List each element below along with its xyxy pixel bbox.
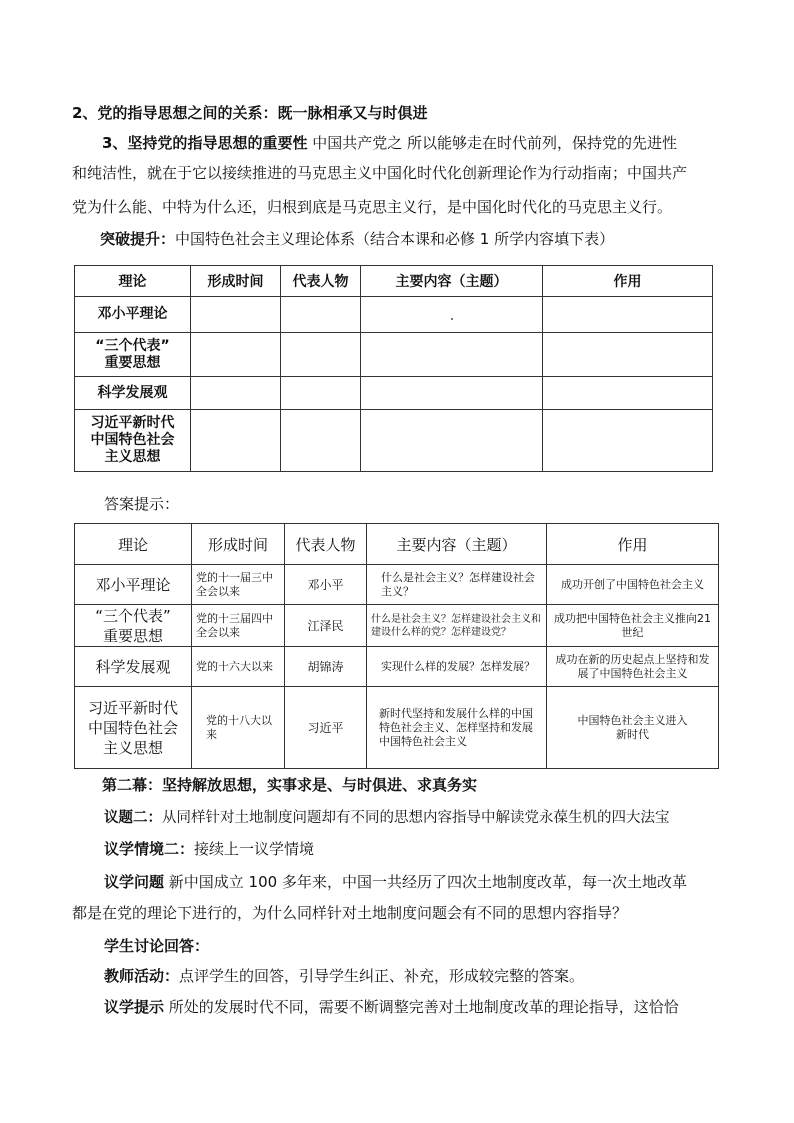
header-person: 代表人物 (285, 524, 367, 565)
point-2-text: 2、党的指导思想之间的关系：既一脉相承又与时俱进 (72, 104, 428, 122)
answer-time: 党的十八大以来 (192, 687, 285, 769)
table-row (75, 410, 713, 472)
answer-table (74, 523, 719, 769)
table-row (75, 333, 713, 377)
cell-empty[interactable] (191, 333, 281, 377)
cell-empty[interactable] (361, 377, 543, 410)
answer-time: 党的十三届四中全会以来 (192, 605, 285, 647)
table-row (75, 565, 719, 605)
theory-xi-thought: 习近平新时代 中国特色社会 主义思想 (75, 410, 191, 472)
table-header-row (75, 266, 713, 297)
theory-deng: 邓小平理论 (75, 297, 191, 333)
header-time: 形成时间 (191, 266, 281, 297)
question-line2: 都是在党的理论下进行的，为什么同样针对土地制度问题会有不同的思想内容指导？ (72, 904, 628, 922)
question (104, 872, 764, 892)
point-2 (72, 103, 732, 123)
cell-empty[interactable] (543, 297, 713, 333)
scene-two (104, 839, 764, 859)
theory-scientific-outlook: 科学发展观 (75, 377, 191, 410)
cell-empty[interactable] (361, 333, 543, 377)
point-3-line3: 党为什么能、中特为什么还，归根到底是马克思主义行，是中国化时代化的马克思主义行。 (72, 198, 673, 216)
scene-two-text: 接续上一议学情境 (194, 840, 315, 858)
act-two-heading: 第二幕：坚持解放思想，实事求是、与时俱进、求真务实 (102, 776, 478, 794)
cell-empty[interactable] (361, 410, 543, 472)
answer-role: 成功把中国特色社会主义推向21世纪 (547, 605, 719, 647)
answer-person: 胡锦涛 (285, 647, 367, 687)
answer-person: 邓小平 (285, 565, 367, 605)
header-time: 形成时间 (192, 524, 285, 565)
cell-empty[interactable] (361, 297, 543, 333)
discussion-hint-label: 议学提示 (104, 998, 165, 1016)
discussion-hint (104, 997, 764, 1017)
answer-time: 党的十一届三中全会以来 (192, 565, 285, 605)
fill-in-table (74, 265, 713, 472)
cell-empty[interactable] (191, 297, 281, 333)
theory-deng: 邓小平理论 (75, 565, 192, 605)
cell-empty[interactable] (543, 377, 713, 410)
topic-two (104, 808, 764, 828)
breakthrough-heading: 突破提升： (100, 230, 176, 248)
scene-two-label: 议学情境二： (104, 840, 195, 858)
question-text: 新中国成立 100 多年来，中国一共经历了四次土地制度改革，每一次土地改革 (164, 873, 687, 891)
cell-empty[interactable] (281, 377, 361, 410)
cell-empty[interactable] (281, 297, 361, 333)
answer-content: 实现什么样的发展？怎样发展？ (367, 647, 547, 687)
header-role: 作用 (547, 524, 719, 565)
table-row (75, 647, 719, 687)
table-row (75, 605, 719, 647)
table-row (75, 297, 713, 333)
cell-empty[interactable] (543, 410, 713, 472)
teacher-activity-label: 教师活动： (104, 967, 180, 985)
header-theory: 理论 (75, 266, 191, 297)
header-content: 主要内容（主题） (361, 266, 543, 297)
breakthrough-text: 中国特色社会主义理论体系（结合本课和必修 1 所学内容填下表） (175, 230, 615, 248)
point-3 (102, 133, 762, 153)
question-label: 议学问题 (104, 873, 165, 891)
header-role: 作用 (543, 266, 713, 297)
topic-two-label: 议题二： (104, 810, 162, 826)
point-3-text: 中国共产党之 所以能够走在时代前列，保持党的先进性 (307, 134, 677, 152)
theory-three-represents: “三个代表” 重要思想 (75, 605, 192, 647)
cell-empty[interactable] (191, 377, 281, 410)
cell-empty[interactable] (191, 410, 281, 472)
answer-time: 党的十六大以来 (192, 647, 285, 687)
theory-xi-thought: 习近平新时代 中国特色社会 主义思想 (75, 687, 192, 769)
answer-content: 什么是社会主义？怎样建设社会主义？ (367, 565, 547, 605)
point-3-heading: 3、坚持党的指导思想的重要性 (102, 134, 308, 152)
answer-role: 成功在新的历史起点上坚持和发展了中国特色社会主义 (547, 647, 719, 687)
answer-person: 江泽民 (285, 605, 367, 647)
cell-empty[interactable] (543, 333, 713, 377)
answer-role: 成功开创了中国特色社会主义 (547, 565, 719, 605)
theory-three-represents: “三个代表” 重要思想 (75, 333, 191, 377)
discussion-hint-text: 所处的发展时代不同，需要不断调整完善对土地制度改革的理论指导，这恰恰 (164, 998, 679, 1016)
point-3-line2: 和纯洁性，就在于它以接续推进的马克思主义中国化时代化创新理论作为行动指南；中国共产 (72, 164, 688, 182)
teacher-activity (104, 966, 764, 986)
topic-two-text: 从同样针对土地制度问题却有不同的思想内容指导中解读党永葆生机的四大法宝 (162, 810, 670, 826)
header-content: 主要内容（主题） (367, 524, 547, 565)
answer-role: 中国特色社会主义进入新时代 (547, 687, 719, 769)
cell-empty[interactable] (281, 333, 361, 377)
theory-scientific-outlook: 科学发展观 (75, 647, 192, 687)
breakthrough (100, 229, 760, 249)
table-row (75, 687, 719, 769)
header-theory: 理论 (75, 524, 192, 565)
answer-person: 习近平 (285, 687, 367, 769)
header-person: 代表人物 (281, 266, 361, 297)
teacher-activity-text: 点评学生的回答，引导学生纠正、补充，形成较完整的答案。 (179, 967, 585, 985)
table-header-row (75, 524, 719, 565)
answer-content: 新时代坚持和发展什么样的中国特色社会主义、怎样坚持和发展中国特色社会主义 (367, 687, 547, 769)
answer-hint: 答案提示： (104, 495, 180, 513)
answer-content: 什么是社会主义？怎样建设社会主义和建设什么样的党？怎样建设党？ (367, 605, 547, 647)
cell-empty[interactable] (281, 410, 361, 472)
table-row (75, 377, 713, 410)
student-discussion: 学生讨论回答： (104, 937, 210, 955)
